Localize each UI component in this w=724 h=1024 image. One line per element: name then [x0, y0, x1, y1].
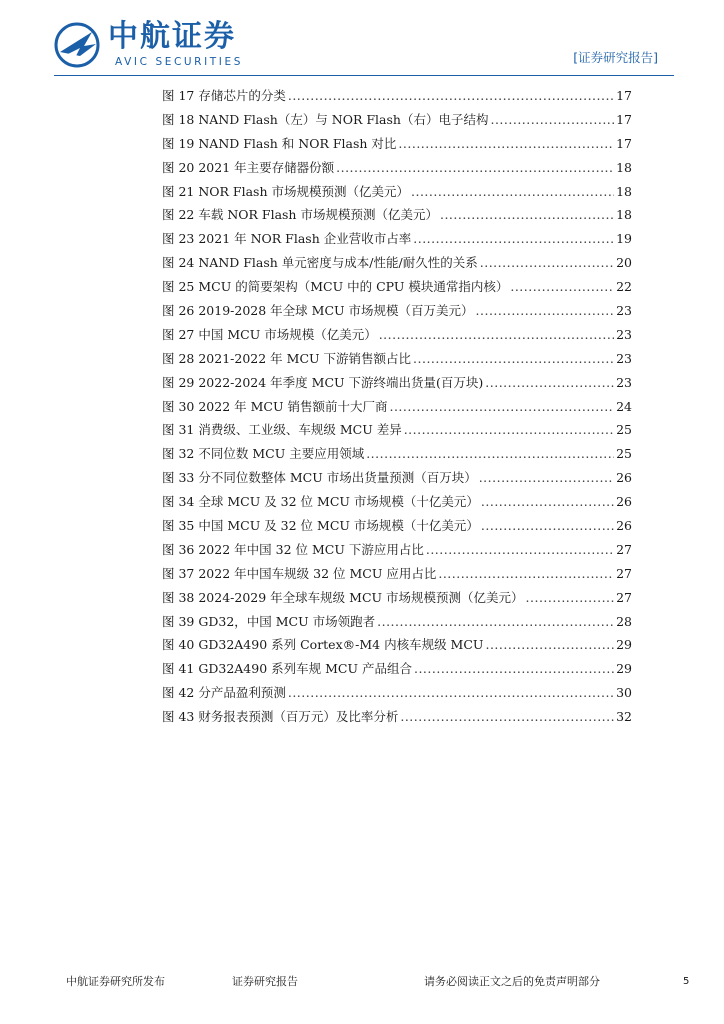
toc-entry[interactable] — [162, 637, 632, 661]
toc-entry-label: 图 38 2024-2029 年全球车规级 MCU 市场规模预测（亿美元） — [162, 589, 524, 605]
toc-entry-label: 图 17 存储芯片的分类 — [162, 88, 286, 103]
toc-entry[interactable] — [162, 399, 632, 423]
toc-leader-dots — [426, 542, 614, 558]
toc-leader-dots — [379, 327, 614, 343]
toc-entry-page: 19 — [616, 231, 632, 247]
toc-entry[interactable] — [162, 255, 632, 279]
toc-entry-label: 图 26 2019-2028 年全球 MCU 市场规模（百万美元） — [162, 303, 474, 319]
toc-entry[interactable] — [162, 279, 632, 303]
toc-leader-dots — [480, 255, 614, 271]
toc-entry-page: 26 — [616, 494, 632, 510]
toc-entry[interactable] — [162, 184, 632, 208]
toc-entry-label: 图 31 消费级、工业级、车规级 MCU 差异 — [162, 422, 402, 438]
toc-entry-page: 28 — [616, 613, 632, 629]
toc-leader-dots — [400, 709, 614, 725]
toc-entry-page: 20 — [616, 255, 632, 271]
toc-entry-label: 图 41 GD32A490 系列车规 MCU 产品组合 — [162, 661, 412, 677]
toc-entry-label: 图 22 车载 NOR Flash 市场规模预测（亿美元） — [162, 207, 438, 223]
toc-leader-dots — [438, 566, 614, 582]
toc-leader-dots — [510, 279, 614, 295]
toc-leader-dots — [413, 231, 614, 247]
toc-entry-page: 26 — [616, 518, 632, 534]
toc-entry-label: 图 23 2021 年 NOR Flash 企业营收市占率 — [162, 231, 412, 247]
toc-entry-page: 23 — [616, 326, 632, 342]
toc-entry-label: 图 19 NAND Flash 和 NOR Flash 对比 — [162, 135, 397, 151]
page-header — [0, 0, 724, 90]
toc-entry-label: 图 35 中国 MCU 及 32 位 MCU 市场规模（十亿美元） — [162, 518, 479, 534]
toc-entry[interactable] — [162, 614, 632, 638]
toc-leader-dots — [485, 637, 614, 653]
toc-entry[interactable] — [162, 590, 632, 614]
toc-entry-label: 图 37 2022 年中国车规级 32 位 MCU 应用占比 — [162, 565, 437, 581]
toc-entry-label: 图 42 分产品盈利预测 — [162, 685, 286, 701]
toc-entry-page: 23 — [616, 374, 632, 390]
toc-entry[interactable] — [162, 661, 632, 685]
toc-entry-label: 图 27 中国 MCU 市场规模（亿美元） — [162, 326, 377, 342]
footer-doc-type: 证券研究报告 — [232, 975, 298, 988]
header-divider — [54, 75, 674, 76]
toc-entry-label: 图 40 GD32A490 系列 Cortex®-M4 内核车规级 MCU — [162, 637, 484, 653]
toc-entry-page: 25 — [616, 422, 632, 438]
toc-entry-page: 27 — [616, 589, 632, 605]
page-footer — [0, 975, 724, 995]
toc-entry-label: 图 32 不同位数 MCU 主要应用领域 — [162, 446, 365, 462]
toc-entry[interactable] — [162, 446, 632, 470]
toc-entry-page: 27 — [616, 565, 632, 581]
toc-entry[interactable] — [162, 375, 632, 399]
toc-leader-dots — [479, 470, 614, 486]
toc-entry-label: 图 29 2022-2024 年季度 MCU 下游终端出货量(百万块) — [162, 374, 484, 390]
toc-entry-page: 17 — [616, 88, 632, 103]
toc-entry-page: 23 — [616, 350, 632, 366]
toc-leader-dots — [389, 399, 614, 415]
toc-entry[interactable] — [162, 518, 632, 542]
toc-entry-page: 23 — [616, 303, 632, 319]
report-type-tag: [证券研究报告] — [573, 50, 658, 65]
toc-entry[interactable] — [162, 494, 632, 518]
toc-leader-dots — [377, 614, 614, 630]
toc-leader-dots — [404, 422, 614, 438]
toc-leader-dots — [398, 136, 614, 152]
toc-entry-page: 29 — [616, 637, 632, 653]
toc-entry-page: 24 — [616, 398, 632, 414]
toc-leader-dots — [414, 661, 614, 677]
toc-entry[interactable] — [162, 566, 632, 590]
toc-leader-dots — [288, 88, 614, 104]
toc-entry[interactable] — [162, 685, 632, 709]
toc-leader-dots — [336, 160, 614, 176]
toc-leader-dots — [411, 184, 614, 200]
toc-entry-page: 22 — [616, 279, 632, 295]
page-number: 5 — [683, 976, 690, 987]
toc-entry-label: 图 43 财务报表预测（百万元）及比率分析 — [162, 709, 399, 725]
toc-leader-dots — [440, 207, 614, 223]
toc-entry-label: 图 24 NAND Flash 单元密度与成本/性能/耐久性的关系 — [162, 255, 478, 271]
toc-leader-dots — [366, 446, 614, 462]
toc-entry[interactable] — [162, 327, 632, 351]
toc-entry[interactable] — [162, 88, 632, 112]
toc-entry-page: 29 — [616, 661, 632, 677]
toc-entry-label: 图 33 分不同位数整体 MCU 市场出货量预测（百万块） — [162, 470, 477, 486]
toc-entry[interactable] — [162, 112, 632, 136]
toc-entry[interactable] — [162, 422, 632, 446]
toc-entry-label: 图 21 NOR Flash 市场规模预测（亿美元） — [162, 183, 409, 199]
footer-disclaimer-note[interactable]: 请务必阅读正文之后的免责声明部分 — [424, 975, 600, 988]
toc-entry[interactable] — [162, 207, 632, 231]
toc-entry-page: 18 — [616, 159, 632, 175]
toc-entry-label: 图 18 NAND Flash（左）与 NOR Flash（右）电子结构 — [162, 111, 489, 127]
toc-entry[interactable] — [162, 160, 632, 184]
toc-entry-page: 32 — [616, 709, 632, 725]
toc-leader-dots — [481, 518, 614, 534]
toc-entry-page: 27 — [616, 541, 632, 557]
toc-entry-page: 25 — [616, 446, 632, 462]
toc-entry-page: 26 — [616, 470, 632, 486]
toc-leader-dots — [490, 112, 614, 128]
toc-entry-page: 17 — [616, 111, 632, 127]
toc-entry-page: 18 — [616, 207, 632, 223]
toc-leader-dots — [526, 590, 615, 606]
toc-entry[interactable] — [162, 470, 632, 494]
brand-name-en: AVIC SECURITIES — [115, 56, 243, 68]
toc-entry[interactable] — [162, 231, 632, 255]
toc-entry[interactable] — [162, 351, 632, 375]
toc-entry-page: 18 — [616, 183, 632, 199]
figure-index-list — [162, 88, 632, 733]
toc-leader-dots — [413, 351, 614, 367]
brand-name-cn: 中航证券 — [108, 19, 236, 54]
toc-entry-label: 图 30 2022 年 MCU 销售额前十大厂商 — [162, 398, 388, 414]
toc-entry-label: 图 25 MCU 的简要架构（MCU 中的 CPU 模块通常指内核） — [162, 279, 509, 295]
toc-entry[interactable] — [162, 709, 632, 733]
toc-leader-dots — [288, 685, 614, 701]
toc-entry-label: 图 34 全球 MCU 及 32 位 MCU 市场规模（十亿美元） — [162, 494, 479, 510]
toc-leader-dots — [481, 494, 614, 510]
toc-leader-dots — [485, 375, 614, 391]
toc-entry-page: 30 — [616, 685, 632, 701]
footer-publisher: 中航证券研究所发布 — [66, 975, 165, 988]
toc-entry-label: 图 20 2021 年主要存储器份额 — [162, 159, 335, 175]
avic-logo-icon — [54, 22, 100, 68]
toc-entry-label: 图 28 2021-2022 年 MCU 下游销售额占比 — [162, 350, 412, 366]
toc-entry[interactable] — [162, 136, 632, 160]
toc-entry[interactable] — [162, 303, 632, 327]
toc-entry-label: 图 36 2022 年中国 32 位 MCU 下游应用占比 — [162, 541, 424, 557]
toc-entry-page: 17 — [616, 135, 632, 151]
toc-entry-label: 图 39 GD32，中国 MCU 市场领跑者 — [162, 613, 376, 629]
toc-entry[interactable] — [162, 542, 632, 566]
toc-leader-dots — [476, 303, 615, 319]
